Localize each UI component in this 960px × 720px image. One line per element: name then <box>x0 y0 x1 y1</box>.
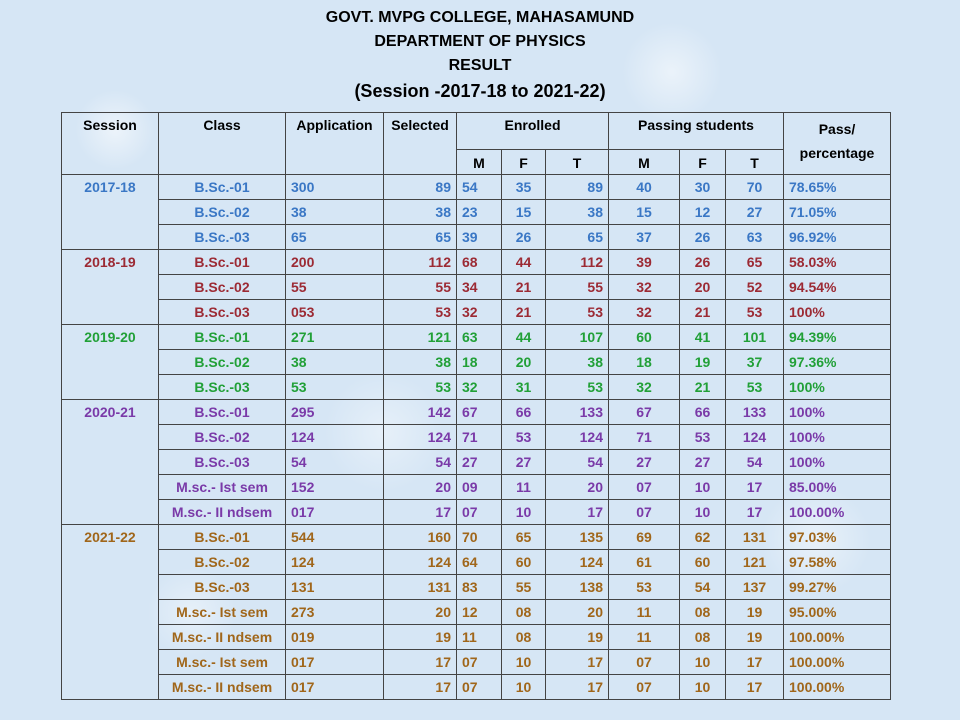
session-header: Session <box>62 113 159 175</box>
enrolled-m-cell: 27 <box>457 450 502 475</box>
selected-cell: 89 <box>384 175 457 200</box>
passing-t-cell: 121 <box>726 550 784 575</box>
enrolled-m-cell: 32 <box>457 300 502 325</box>
selected-cell: 53 <box>384 300 457 325</box>
pass-percentage-cell: 95.00% <box>784 600 891 625</box>
class-cell: M.sc.- II ndsem <box>159 675 286 700</box>
passing-m-cell: 32 <box>609 300 680 325</box>
table-row <box>62 525 891 550</box>
passing-m-cell: 39 <box>609 250 680 275</box>
class-cell: B.Sc.-03 <box>159 300 286 325</box>
enrolled-t-cell: 138 <box>546 575 609 600</box>
passing-f-cell: 08 <box>680 625 726 650</box>
selected-cell: 53 <box>384 375 457 400</box>
application-cell: 017 <box>286 500 384 525</box>
enrolled-m-cell: 63 <box>457 325 502 350</box>
passing-t-cell: 54 <box>726 450 784 475</box>
application-cell: 273 <box>286 600 384 625</box>
passing-t-cell: 19 <box>726 600 784 625</box>
passing-f-cell: 10 <box>680 650 726 675</box>
enrolled-f-cell: 15 <box>502 200 546 225</box>
class-cell: M.sc.- Ist sem <box>159 475 286 500</box>
application-cell: 053 <box>286 300 384 325</box>
enrolled-m-cell: 11 <box>457 625 502 650</box>
enrolled-t-cell: 55 <box>546 275 609 300</box>
passing-t-cell: 137 <box>726 575 784 600</box>
passing-m-cell: 11 <box>609 600 680 625</box>
selected-cell: 121 <box>384 325 457 350</box>
passing-m-cell: 69 <box>609 525 680 550</box>
passing-f-cell: 10 <box>680 475 726 500</box>
application-cell: 544 <box>286 525 384 550</box>
session-cell: 2018-19 <box>62 250 159 325</box>
application-cell: 65 <box>286 225 384 250</box>
selected-cell: 124 <box>384 425 457 450</box>
application-cell: 55 <box>286 275 384 300</box>
passing-f-cell: 62 <box>680 525 726 550</box>
enrolled-f-cell: 21 <box>502 300 546 325</box>
class-cell: B.Sc.-03 <box>159 375 286 400</box>
passing-f-cell: 66 <box>680 400 726 425</box>
table-row <box>62 600 891 625</box>
passing-m-cell: 37 <box>609 225 680 250</box>
enrolled-m-cell: 83 <box>457 575 502 600</box>
table-row <box>62 325 891 350</box>
pass-percentage-cell: 100% <box>784 425 891 450</box>
enrolled-f-cell: 08 <box>502 625 546 650</box>
passing-f-cell: 41 <box>680 325 726 350</box>
class-cell: M.sc.- Ist sem <box>159 600 286 625</box>
passing-m-cell: 40 <box>609 175 680 200</box>
enrolled-m-cell: 68 <box>457 250 502 275</box>
enrolled-m-cell: 32 <box>457 375 502 400</box>
passing-f-cell: 12 <box>680 200 726 225</box>
pass-percentage-cell: 97.03% <box>784 525 891 550</box>
passing-m-cell: 07 <box>609 650 680 675</box>
pass-percentage-cell: 71.05% <box>784 200 891 225</box>
session-cell: 2020-21 <box>62 400 159 525</box>
passing-t-cell: 63 <box>726 225 784 250</box>
passing-m-cell: 07 <box>609 675 680 700</box>
selected-cell: 19 <box>384 625 457 650</box>
pass-percentage-cell: 78.65% <box>784 175 891 200</box>
pass-percentage-cell: 100.00% <box>784 500 891 525</box>
application-cell: 124 <box>286 425 384 450</box>
application-cell: 131 <box>286 575 384 600</box>
table-row <box>62 450 891 475</box>
enrolled-m-cell: 23 <box>457 200 502 225</box>
selected-cell: 20 <box>384 475 457 500</box>
pass-percentage-cell: 58.03% <box>784 250 891 275</box>
selected-header: Selected <box>384 113 457 175</box>
enrolled-f-cell: 60 <box>502 550 546 575</box>
class-cell: B.Sc.-02 <box>159 200 286 225</box>
application-cell: 152 <box>286 475 384 500</box>
enrolled-f-cell: 66 <box>502 400 546 425</box>
enrolled-t-cell: 20 <box>546 600 609 625</box>
passing-header: Passing students <box>609 113 784 150</box>
passing-t-cell: 65 <box>726 250 784 275</box>
selected-cell: 160 <box>384 525 457 550</box>
passing-f-cell: 26 <box>680 225 726 250</box>
enrolled-t-cell: 20 <box>546 475 609 500</box>
pass-percentage-cell: 94.39% <box>784 325 891 350</box>
enrolled-f-cell: 10 <box>502 675 546 700</box>
enrolled-f-cell: 08 <box>502 600 546 625</box>
passing-m-cell: 07 <box>609 500 680 525</box>
enrolled-m-cell: 39 <box>457 225 502 250</box>
result-table-body <box>62 175 891 700</box>
enrolled-f-header: F <box>502 150 546 175</box>
enrolled-m-cell: 71 <box>457 425 502 450</box>
selected-cell: 112 <box>384 250 457 275</box>
passing-t-cell: 37 <box>726 350 784 375</box>
passing-f-cell: 10 <box>680 500 726 525</box>
selected-cell: 142 <box>384 400 457 425</box>
selected-cell: 20 <box>384 600 457 625</box>
passing-m-cell: 53 <box>609 575 680 600</box>
passing-m-cell: 67 <box>609 400 680 425</box>
enrolled-t-cell: 19 <box>546 625 609 650</box>
enrolled-t-cell: 53 <box>546 300 609 325</box>
pass-percentage-cell: 97.36% <box>784 350 891 375</box>
enrolled-m-cell: 18 <box>457 350 502 375</box>
passing-f-cell: 08 <box>680 600 726 625</box>
class-cell: M.sc.- II ndsem <box>159 500 286 525</box>
passing-t-cell: 131 <box>726 525 784 550</box>
header-row <box>62 113 891 150</box>
enrolled-f-cell: 53 <box>502 425 546 450</box>
passing-t-cell: 53 <box>726 375 784 400</box>
enrolled-t-cell: 65 <box>546 225 609 250</box>
result-table <box>61 112 891 700</box>
class-cell: B.Sc.-01 <box>159 250 286 275</box>
enrolled-t-header: T <box>546 150 609 175</box>
session-cell: 2019-20 <box>62 325 159 400</box>
selected-cell: 131 <box>384 575 457 600</box>
table-row <box>62 550 891 575</box>
passing-m-cell: 27 <box>609 450 680 475</box>
selected-cell: 38 <box>384 350 457 375</box>
passing-f-cell: 10 <box>680 675 726 700</box>
table-row <box>62 225 891 250</box>
passing-t-cell: 52 <box>726 275 784 300</box>
enrolled-f-cell: 10 <box>502 650 546 675</box>
enrolled-m-cell: 07 <box>457 500 502 525</box>
enrolled-f-cell: 31 <box>502 375 546 400</box>
passing-f-cell: 54 <box>680 575 726 600</box>
passing-m-cell: 11 <box>609 625 680 650</box>
enrolled-f-cell: 10 <box>502 500 546 525</box>
enrolled-t-cell: 38 <box>546 200 609 225</box>
document-heading <box>0 6 960 104</box>
session-range: (Session -2017-18 to 2021-22) <box>354 81 606 101</box>
passing-t-cell: 124 <box>726 425 784 450</box>
passing-m-cell: 61 <box>609 550 680 575</box>
passing-t-header: T <box>726 150 784 175</box>
enrolled-t-cell: 54 <box>546 450 609 475</box>
class-cell: B.Sc.-01 <box>159 400 286 425</box>
pass-percentage-cell: 97.58% <box>784 550 891 575</box>
enrolled-m-header: M <box>457 150 502 175</box>
enrolled-t-cell: 53 <box>546 375 609 400</box>
application-cell: 38 <box>286 200 384 225</box>
enrolled-f-cell: 26 <box>502 225 546 250</box>
enrolled-m-cell: 54 <box>457 175 502 200</box>
passing-f-cell: 21 <box>680 375 726 400</box>
pass-percentage-cell: 94.54% <box>784 275 891 300</box>
session-cell: 2021-22 <box>62 525 159 700</box>
session-cell: 2017-18 <box>62 175 159 250</box>
passing-f-cell: 60 <box>680 550 726 575</box>
enrolled-f-cell: 20 <box>502 350 546 375</box>
pass-percentage-cell: 100% <box>784 450 891 475</box>
class-cell: M.sc.- Ist sem <box>159 650 286 675</box>
class-cell: B.Sc.-01 <box>159 325 286 350</box>
table-row <box>62 425 891 450</box>
enrolled-m-cell: 09 <box>457 475 502 500</box>
enrolled-t-cell: 17 <box>546 650 609 675</box>
class-cell: B.Sc.-03 <box>159 225 286 250</box>
application-cell: 295 <box>286 400 384 425</box>
passing-t-cell: 27 <box>726 200 784 225</box>
passing-f-cell: 20 <box>680 275 726 300</box>
class-cell: B.Sc.-02 <box>159 275 286 300</box>
passing-m-cell: 07 <box>609 475 680 500</box>
selected-cell: 38 <box>384 200 457 225</box>
enrolled-m-cell: 64 <box>457 550 502 575</box>
table-row <box>62 175 891 200</box>
passing-t-cell: 70 <box>726 175 784 200</box>
enrolled-t-cell: 17 <box>546 675 609 700</box>
enrolled-f-cell: 11 <box>502 475 546 500</box>
table-row <box>62 300 891 325</box>
enrolled-f-cell: 55 <box>502 575 546 600</box>
passing-t-cell: 17 <box>726 650 784 675</box>
enrolled-m-cell: 70 <box>457 525 502 550</box>
passing-f-cell: 27 <box>680 450 726 475</box>
passing-f-header: F <box>680 150 726 175</box>
passing-f-cell: 53 <box>680 425 726 450</box>
enrolled-t-cell: 124 <box>546 425 609 450</box>
class-cell: M.sc.- II ndsem <box>159 625 286 650</box>
application-cell: 271 <box>286 325 384 350</box>
selected-cell: 17 <box>384 675 457 700</box>
enrolled-t-cell: 107 <box>546 325 609 350</box>
application-cell: 200 <box>286 250 384 275</box>
class-cell: B.Sc.-02 <box>159 550 286 575</box>
table-row <box>62 575 891 600</box>
application-cell: 124 <box>286 550 384 575</box>
table-row <box>62 375 891 400</box>
enrolled-header: Enrolled <box>457 113 609 150</box>
table-row <box>62 350 891 375</box>
passing-t-cell: 53 <box>726 300 784 325</box>
enrolled-t-cell: 38 <box>546 350 609 375</box>
passing-m-header: M <box>609 150 680 175</box>
application-cell: 017 <box>286 650 384 675</box>
passing-m-cell: 71 <box>609 425 680 450</box>
passing-f-cell: 30 <box>680 175 726 200</box>
table-row <box>62 625 891 650</box>
table-row <box>62 275 891 300</box>
passing-m-cell: 32 <box>609 275 680 300</box>
passing-t-cell: 19 <box>726 625 784 650</box>
enrolled-f-cell: 35 <box>502 175 546 200</box>
enrolled-f-cell: 27 <box>502 450 546 475</box>
enrolled-f-cell: 65 <box>502 525 546 550</box>
selected-cell: 124 <box>384 550 457 575</box>
passing-f-cell: 19 <box>680 350 726 375</box>
pass-percentage-cell: 100.00% <box>784 625 891 650</box>
result-title: RESULT <box>448 57 512 74</box>
table-row <box>62 500 891 525</box>
enrolled-t-cell: 112 <box>546 250 609 275</box>
enrolled-t-cell: 124 <box>546 550 609 575</box>
pass-percentage-cell: 99.27% <box>784 575 891 600</box>
enrolled-f-cell: 44 <box>502 325 546 350</box>
enrolled-t-cell: 133 <box>546 400 609 425</box>
table-row <box>62 200 891 225</box>
class-cell: B.Sc.-03 <box>159 450 286 475</box>
passing-f-cell: 21 <box>680 300 726 325</box>
passing-t-cell: 101 <box>726 325 784 350</box>
selected-cell: 17 <box>384 500 457 525</box>
enrolled-t-cell: 17 <box>546 500 609 525</box>
pass-percentage-cell: 100% <box>784 400 891 425</box>
class-cell: B.Sc.-03 <box>159 575 286 600</box>
passing-t-cell: 17 <box>726 675 784 700</box>
enrolled-m-cell: 12 <box>457 600 502 625</box>
class-header: Class <box>159 113 286 175</box>
pass-percentage-header: Pass/ percentage <box>784 113 891 175</box>
passing-t-cell: 17 <box>726 500 784 525</box>
table-row <box>62 250 891 275</box>
class-cell: B.Sc.-01 <box>159 175 286 200</box>
table-row <box>62 475 891 500</box>
selected-cell: 65 <box>384 225 457 250</box>
enrolled-m-cell: 67 <box>457 400 502 425</box>
enrolled-m-cell: 07 <box>457 675 502 700</box>
pass-percentage-cell: 100% <box>784 300 891 325</box>
table-row <box>62 400 891 425</box>
application-header: Application <box>286 113 384 175</box>
enrolled-m-cell: 07 <box>457 650 502 675</box>
passing-m-cell: 18 <box>609 350 680 375</box>
pass-percentage-cell: 85.00% <box>784 475 891 500</box>
pass-percentage-cell: 96.92% <box>784 225 891 250</box>
class-cell: B.Sc.-02 <box>159 350 286 375</box>
application-cell: 017 <box>286 675 384 700</box>
application-cell: 53 <box>286 375 384 400</box>
application-cell: 38 <box>286 350 384 375</box>
class-cell: B.Sc.-02 <box>159 425 286 450</box>
college-name: GOVT. MVPG COLLEGE, MAHASAMUND <box>325 9 635 26</box>
table-row <box>62 650 891 675</box>
passing-f-cell: 26 <box>680 250 726 275</box>
table-row <box>62 675 891 700</box>
enrolled-t-cell: 135 <box>546 525 609 550</box>
passing-m-cell: 32 <box>609 375 680 400</box>
pass-percentage-cell: 100% <box>784 375 891 400</box>
selected-cell: 55 <box>384 275 457 300</box>
passing-t-cell: 133 <box>726 400 784 425</box>
pass-percentage-cell: 100.00% <box>784 675 891 700</box>
application-cell: 54 <box>286 450 384 475</box>
application-cell: 300 <box>286 175 384 200</box>
passing-t-cell: 17 <box>726 475 784 500</box>
selected-cell: 17 <box>384 650 457 675</box>
pass-percentage-cell: 100.00% <box>784 650 891 675</box>
enrolled-m-cell: 34 <box>457 275 502 300</box>
enrolled-f-cell: 44 <box>502 250 546 275</box>
department-name: DEPARTMENT OF PHYSICS <box>374 33 586 50</box>
selected-cell: 54 <box>384 450 457 475</box>
passing-m-cell: 15 <box>609 200 680 225</box>
passing-m-cell: 60 <box>609 325 680 350</box>
class-cell: B.Sc.-01 <box>159 525 286 550</box>
application-cell: 019 <box>286 625 384 650</box>
enrolled-t-cell: 89 <box>546 175 609 200</box>
enrolled-f-cell: 21 <box>502 275 546 300</box>
